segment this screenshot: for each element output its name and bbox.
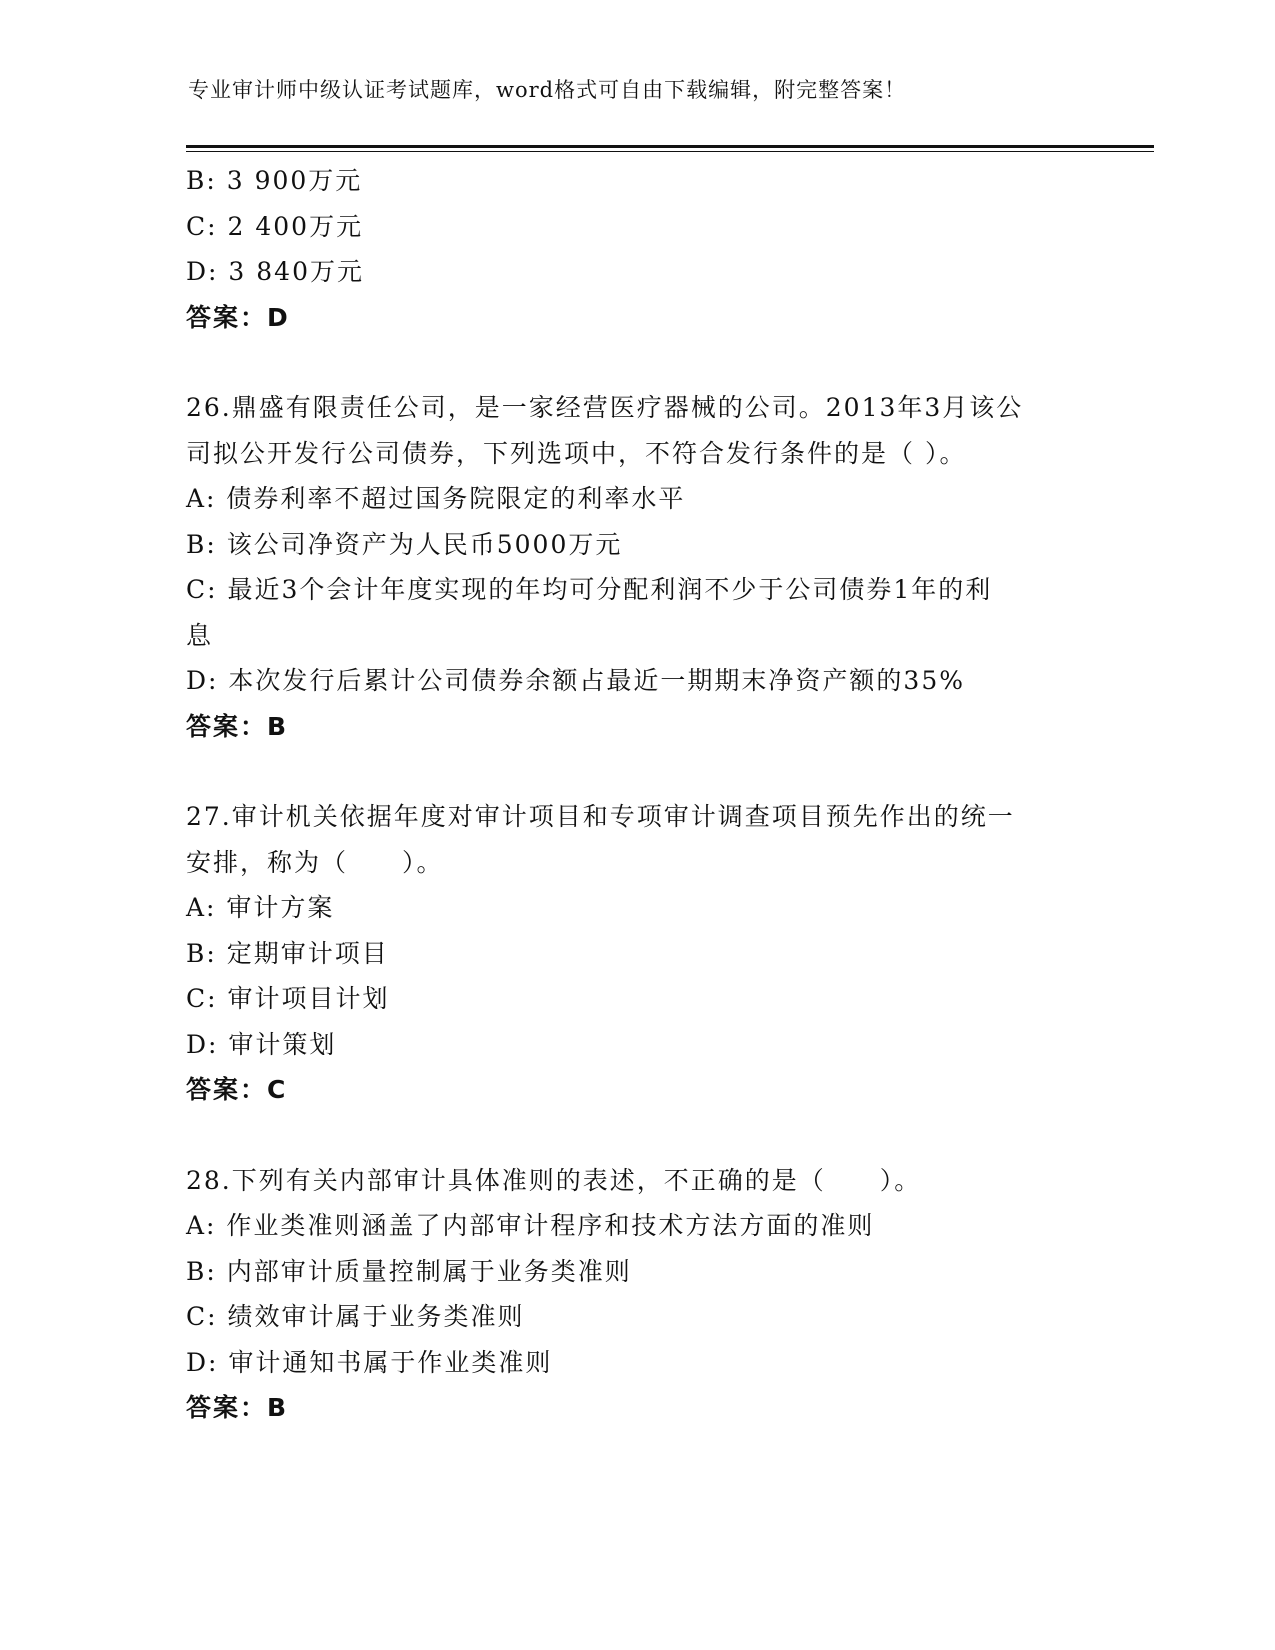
option-c: C: 绩效审计属于业务类准则 (186, 1302, 525, 1331)
question-28 (186, 1158, 1086, 1431)
answer-line: 答案：D (186, 302, 290, 332)
option-b: B: 该公司净资产为人民币5000万元 (186, 529, 623, 559)
spacer (186, 1113, 1086, 1158)
header-divider-thick (186, 145, 1154, 148)
spacer (186, 749, 1086, 794)
question-stem-line: 27.审计机关依据年度对审计项目和专项审计调查项目预先作出的统一 (186, 802, 1015, 831)
question-26 (186, 385, 1086, 749)
answer-line: 答案：B (186, 711, 289, 741)
exam-content (186, 158, 1086, 1431)
option-a: A: 审计方案 (186, 893, 335, 922)
option-c: C: 最近3个会计年度实现的年均可分配利润不少于公司债券1年的利 (186, 575, 993, 604)
question-27 (186, 794, 1086, 1113)
answer-line: 答案：B (186, 1393, 289, 1422)
option-d: D: 3 840万元 (186, 257, 364, 286)
option-d: D: 本次发行后累计公司债券余额占最近一期期末净资产额的35% (186, 666, 965, 695)
question-stem-line: 司拟公开发行公司债券，下列选项中，不符合发行条件的是（ ）。 (186, 438, 967, 468)
option-c-continuation: 息 (186, 620, 214, 650)
header-divider-thin (186, 151, 1154, 152)
answer-line: 答案：C (186, 1075, 288, 1104)
question-stem-line: 26.鼎盛有限责任公司，是一家经营医疗器械的公司。2013年3月该公 (186, 393, 1024, 422)
option-b: B: 定期审计项目 (186, 938, 389, 968)
option-a: A: 债券利率不超过国务院限定的利率水平 (186, 484, 686, 513)
question-stem-line: 安排，称为（ ）。 (186, 847, 444, 877)
option-b: B: 3 900万元 (186, 166, 363, 195)
page-header: 专业审计师中级认证考试题库，word格式可自由下载编辑，附完整答案！ (188, 78, 907, 102)
option-d: D: 审计策划 (186, 1029, 337, 1059)
prev-question-block (186, 158, 1086, 340)
spacer (186, 340, 1086, 385)
question-stem-line: 28.下列有关内部审计具体准则的表述，不正确的是（ ）。 (186, 1165, 922, 1195)
option-d: D: 审计通知书属于作业类准则 (186, 1347, 553, 1377)
option-c: C: 审计项目计划 (186, 984, 390, 1013)
option-b: B: 内部审计质量控制属于业务类准则 (186, 1256, 632, 1286)
option-c: C: 2 400万元 (186, 211, 364, 241)
option-a: A: 作业类准则涵盖了内部审计程序和技术方法方面的准则 (186, 1211, 875, 1240)
